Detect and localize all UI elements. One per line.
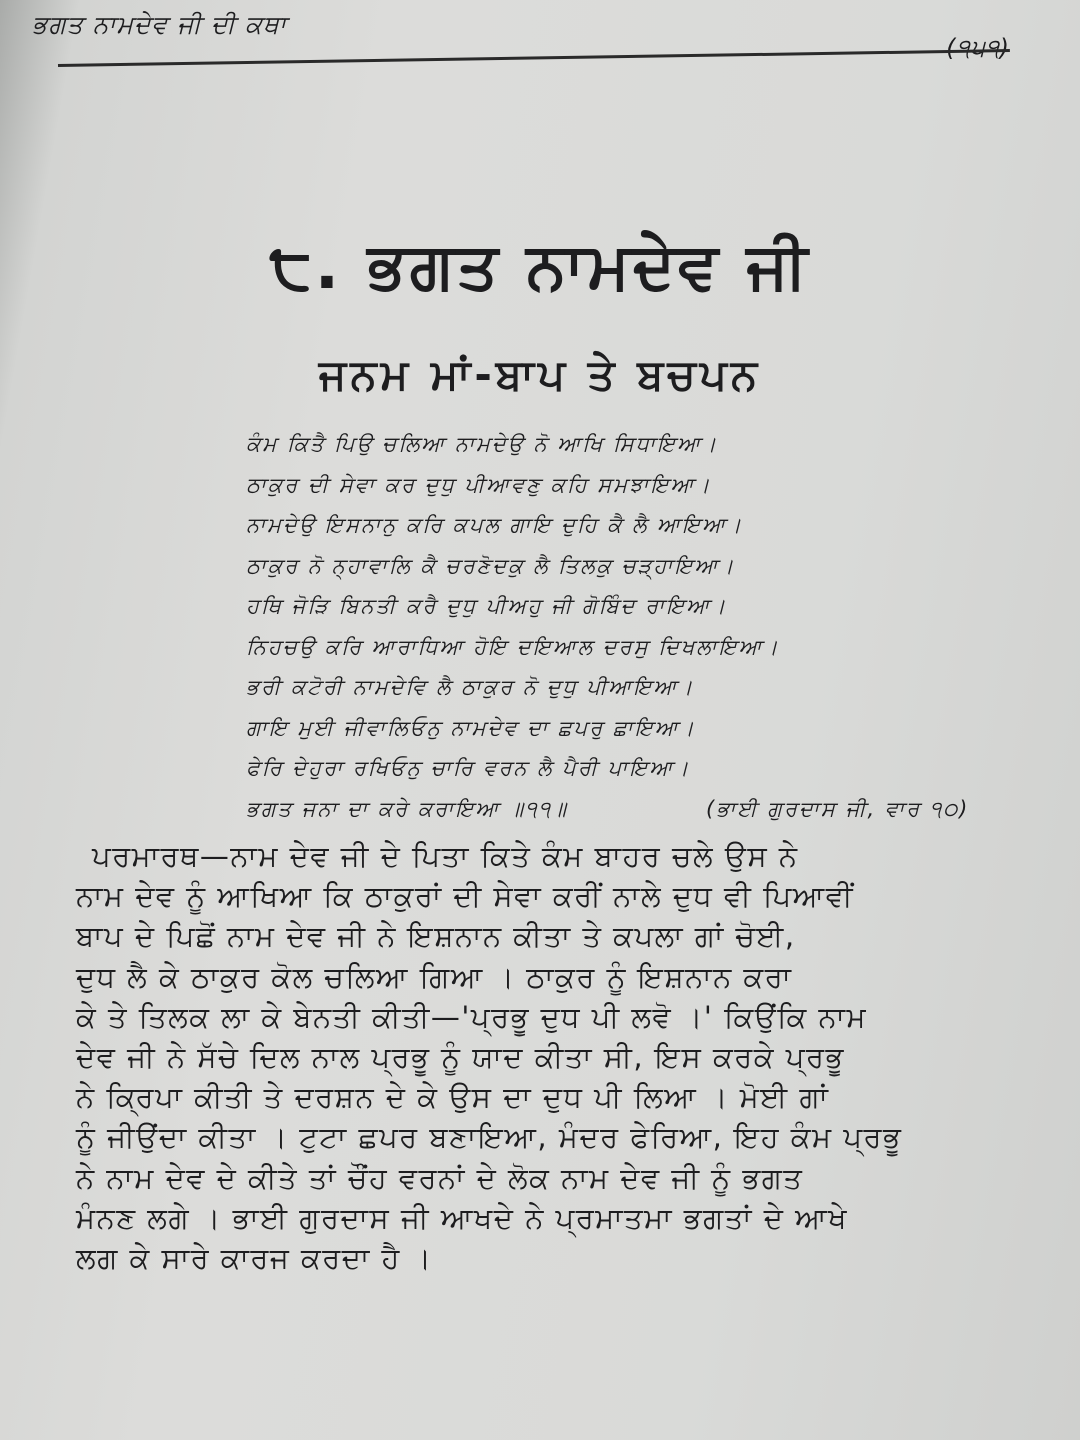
prose-line: ਨੇ ਨਾਮ ਦੇਵ ਦੇ ਕੀਤੇ ਤਾਂ ਚੌਂਹ ਵਰਨਾਂ ਦੇ ਲੋਕ ਨਾਮ ਦੇਵ ਜੀ ਨੂੰ ਭਗਤ (76, 1160, 804, 1195)
prose-line: ਪਰਮਾਰਥ—ਨਾਮ ਦੇਵ ਜੀ ਦੇ ਪਿਤਾ ਕਿਤੇ ਕੰਮ ਬਾਹਰ ਚਲੇ ਉਸ ਨੇ (92, 839, 799, 873)
header-rule (58, 49, 1010, 67)
verse-line: ਹਥਿ ਜੋੜਿ ਬਿਨਤੀ ਕਰੈ ਦੁਧੁ ਪੀਅਹੁ ਜੀ ਗੋਬਿੰਦ ਰਾਇਆ। (246, 594, 728, 618)
prose-line: ਮੰਨਣ ਲਗੇ । ਭਾਈ ਗੁਰਦਾਸ ਜੀ ਆਖਦੇ ਨੇ ਪ੍ਰਮਾਤਮਾ ਭਗਤਾਂ ਦੇ ਆਖੇ (76, 1200, 849, 1235)
verse-last-line: ਭਗਤ ਜਨਾ ਦਾ ਕਰੇ ਕਰਾਇਆ ॥੧੧॥ (246, 796, 568, 821)
verse-line: ਭਰੀ ਕਟੋਰੀ ਨਾਮਦੇਵਿ ਲੈ ਠਾਕੁਰ ਨੋ ਦੁਧੁ ਪੀਆਇਆ। (246, 675, 695, 699)
verse-line: ਗਾਇ ਮੁਈ ਜੀਵਾਲਿਓਨੁ ਨਾਮਦੇਵ ਦਾ ਛਪਰੁ ਛਾਇਆ। (246, 715, 696, 740)
prose-line: ਨਾਮ ਦੇਵ ਨੂੰ ਆਖਿਆ ਕਿ ਠਾਕੁਰਾਂ ਦੀ ਸੇਵਾ ਕਰੀਂ ਨਾਲੇ ਦੁਧ ਵੀ ਪਿਆਵੀਂ (76, 879, 855, 914)
prose-line: ਦੇਵ ਜੀ ਨੇ ਸੱਚੇ ਦਿਲ ਨਾਲ ਪ੍ਰਭੂ ਨੂੰ ਯਾਦ ਕੀਤਾ ਸੀ, ਇਸ ਕਰਕੇ ਪ੍ਰਭੂ (76, 1040, 845, 1075)
chapter-subtitle: ਜਨਮ ਮਾਂ-ਬਾਪ ਤੇ ਬਚਪਨ (318, 350, 762, 399)
prose-line: ਕੇ ਤੇ ਤਿਲਕ ਲਾ ਕੇ ਬੇਨਤੀ ਕੀਤੀ—'ਪ੍ਰਭੂ ਦੁਧ ਪੀ ਲਵੋ ।' ਕਿਉਂਕਿ ਨਾਮ (76, 999, 868, 1034)
prose-line: ਲਗ ਕੇ ਸਾਰੇ ਕਾਰਜ ਕਰਦਾ ਹੈ । (76, 1241, 433, 1276)
prose-line: ਨੂੰ ਜੀਉਂਦਾ ਕੀਤਾ । ਟੁਟਾ ਛਪਰ ਬਣਾਇਆ, ਮੰਦਰ ਫੇਰਿਆ, ਇਹ ਕੰਮ ਪ੍ਰਭੂ (76, 1120, 903, 1155)
chapter-title: ੮. ਭਗਤ ਨਾਮਦੇਵ ਜੀ (269, 230, 811, 304)
verse-last-line-row (246, 789, 970, 830)
prose-line: ਬਾਪ ਦੇ ਪਿਛੋਂ ਨਾਮ ਦੇਵ ਜੀ ਨੇ ਇਸ਼ਨਾਨ ਕੀਤਾ ਤੇ ਕਪਲਾ ਗਾਂ ਚੋਈ, (76, 919, 796, 954)
verse-line: ਕੰਮ ਕਿਤੈ ਪਿਉ ਚਲਿਆ ਨਾਮਦੇਉ ਨੋ ਆਖਿ ਸਿਧਾਇਆ। (246, 432, 719, 456)
verse-source: (ਭਾਈ ਗੁਰਦਾਸ ਜੀ, ਵਾਰ ੧੦) (706, 796, 970, 821)
running-head: ਭਗਤ ਨਾਮਦੇਵ ਜੀ ਦੀ ਕਥਾ (32, 10, 287, 39)
verse-line: ਠਾਕੁਰ ਨੋ ਨ੍ਹਾਵਾਲਿ ਕੈ ਚਰਣੋਦਕੁ ਲੈ ਤਿਲਕੁ ਚੜ੍ਹਾਇਆ। (246, 553, 736, 578)
prose-paragraph (76, 836, 1016, 1278)
verse-line: ਨਾਮਦੇਉ ਇਸਨਾਨੁ ਕਰਿ ਕਪਲ ਗਾਇ ਦੁਹਿ ਕੈ ਲੈ ਆਇਆ। (246, 513, 744, 537)
verse-block (246, 424, 970, 829)
prose-line: ਨੇ ਕ੍ਰਿਪਾ ਕੀਤੀ ਤੇ ਦਰਸ਼ਨ ਦੇ ਕੇ ਉਸ ਦਾ ਦੁਧ ਪੀ ਲਿਆ । ਮੋਈ ਗਾਂ (76, 1080, 830, 1115)
verse-line: ਠਾਕੁਰ ਦੀ ਸੇਵਾ ਕਰ ਦੁਧੁ ਪੀਆਵਣੁ ਕਹਿ ਸਮਝਾਇਆ। (246, 472, 712, 497)
prose-line: ਦੁਧ ਲੈ ਕੇ ਠਾਕੁਰ ਕੋਲ ਚਲਿਆ ਗਿਆ । ਠਾਕੁਰ ਨੂੰ ਇਸ਼ਨਾਨ ਕਰਾ (76, 959, 793, 994)
verse-line: ਨਿਹਚਉ ਕਰਿ ਆਰਾਧਿਆ ਹੋਇ ਦਇਆਲ ਦਰਸੁ ਦਿਖਲਾਇਆ। (246, 634, 780, 659)
verse-line: ਫੇਰਿ ਦੇਹੁਰਾ ਰਖਿਓਨੁ ਚਾਰਿ ਵਰਨ ਲੈ ਪੈਰੀ ਪਾਇਆ। (246, 756, 691, 780)
page-number: (੧੫੧) (946, 34, 1010, 62)
